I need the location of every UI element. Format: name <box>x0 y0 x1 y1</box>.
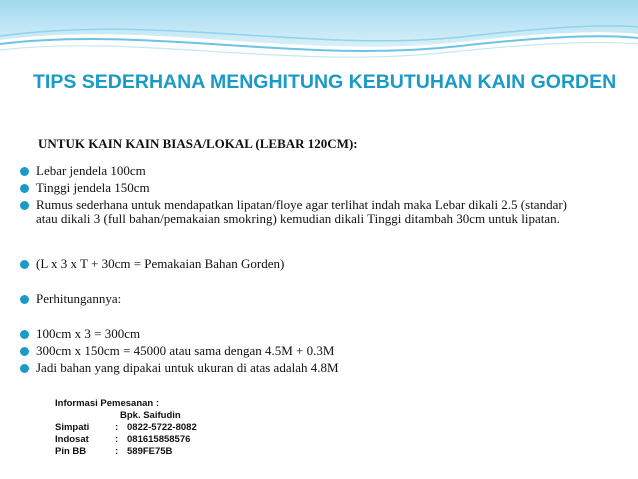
contact-info <box>55 398 197 458</box>
bullet-icon <box>20 184 29 193</box>
bullet-icon <box>20 330 29 339</box>
bullet-icon <box>20 347 29 356</box>
bullet-icon <box>20 167 29 176</box>
list-item: 300cm x 150cm = 45000 atau sama dengan 4.5M + 0.3M <box>20 344 610 358</box>
list-item: Tinggi jendela 150cm <box>20 181 610 195</box>
contact-row <box>55 446 197 458</box>
contact-separator: : <box>115 422 119 433</box>
list-item: Perhitungannya: <box>20 292 610 306</box>
bullet-icon <box>20 260 29 269</box>
slide-title: TIPS SEDERHANA MENGHITUNG KEBUTUHAN KAIN GORDEN <box>33 71 617 93</box>
list-item: Jadi bahan yang dipakai untuk ukuran di atas adalah 4.8M <box>20 361 610 375</box>
section-subheading: UNTUK KAIN KAIN BIASA/LOKAL (LEBAR 120CM): <box>38 136 358 151</box>
contact-label: Pin BB <box>55 446 87 457</box>
list-item: Lebar jendela 100cm <box>20 164 610 178</box>
contact-name: Bpk. Saifudin <box>120 410 181 421</box>
list-item: (L x 3 x T + 30cm = Pemakaian Bahan Gorden) <box>20 257 610 271</box>
contact-separator: : <box>115 446 119 457</box>
decorative-header <box>0 0 638 70</box>
contact-row <box>55 422 197 434</box>
contact-value: 589FE75B <box>127 446 173 457</box>
bullet-icon <box>20 201 29 210</box>
contact-label: Indosat <box>55 434 89 445</box>
bullet-icon <box>20 295 29 304</box>
list-item: 100cm x 3 = 300cm <box>20 327 610 341</box>
contact-label: Simpati <box>55 422 90 433</box>
contact-row <box>55 434 197 446</box>
contact-value: 081615858576 <box>127 434 191 445</box>
contact-separator: : <box>115 434 119 445</box>
wave-decoration <box>0 0 638 70</box>
bullet-icon <box>20 364 29 373</box>
contact-value: 0822-5722-8082 <box>127 422 197 433</box>
contact-heading: Informasi Pemesanan : <box>55 398 160 409</box>
list-item: Rumus sederhana untuk mendapatkan lipatan/floye agar terlihat indah maka Lebar dikali 2.5 (standar) atau dikali 3 (full bahan/pemakaian smokring) kemudian dikali Tinggi ditambah 30cm untuk lipatan. <box>20 198 610 225</box>
